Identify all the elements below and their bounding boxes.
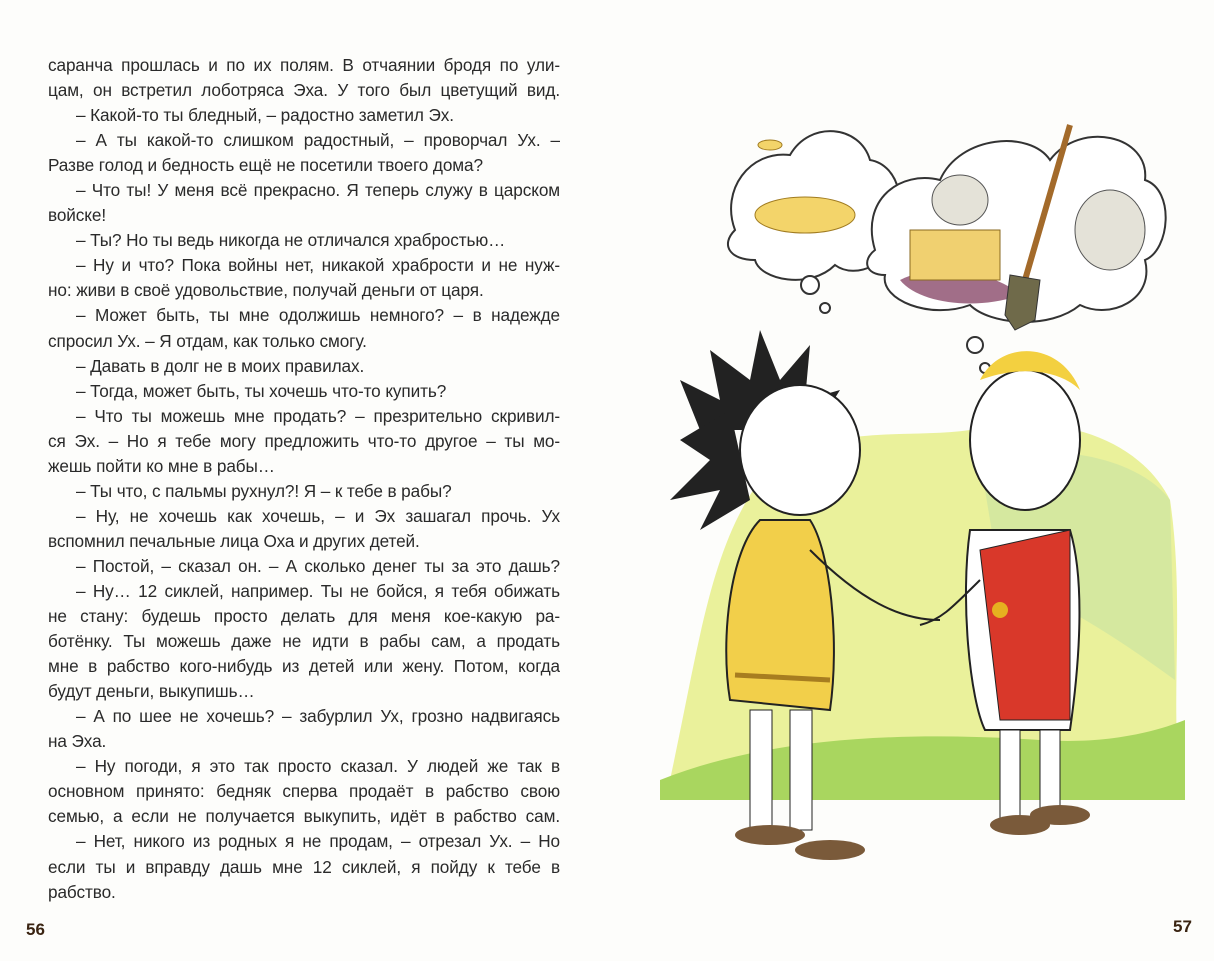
text-line: – Какой-то ты бледный, – радостно заметил Эх.	[76, 105, 454, 126]
large-thought-cloud	[867, 125, 1166, 373]
text-line: – Тогда, может быть, ты хочешь что-то купить?	[76, 380, 447, 401]
text-line: – Давать в долг не в моих правилах.	[76, 355, 365, 376]
text-line: – А ты какой-то слишком радостный, – проворчал Ух. –	[76, 130, 560, 151]
text-line: – Что ты можешь мне продать? – презрительно скривил-	[76, 405, 560, 426]
text-line: спросил Ух. – Я отдам, как только смогу.	[48, 330, 367, 351]
text-line: – Ну и что? Пока войны нет, никакой храбрости и не нуж-	[76, 255, 560, 276]
text-line: – Ну, не хочешь как хочешь, – и Эх зашагал прочь. Ух	[76, 505, 560, 526]
illustration	[640, 80, 1200, 900]
text-line: – Ты что, с пальмы рухнул?! Я – к тебе в рабы?	[76, 480, 452, 501]
text-line: мне в рабство кого-нибудь из детей или жену. Потом, когда	[48, 656, 560, 677]
text-line: не стану: будешь просто делать для меня кое-какую ра-	[48, 606, 560, 627]
text-line: если ты и вправду дашь мне 12 сиклей, я пойду к тебе в	[48, 856, 560, 877]
text-line: но: живи в своё удовольствие, получай деньги от царя.	[48, 280, 484, 301]
text-line: на Эха.	[48, 731, 107, 752]
left-page-text	[48, 53, 560, 905]
page-number-left: 56	[26, 920, 45, 939]
text-line: цам, он встретил лоботряса Эха. У того был цветущий вид.	[48, 80, 560, 101]
text-line: Разве голод и бедность ещё не посетили твоего дома?	[48, 155, 483, 176]
text-line: – А по шее не хочешь? – забурлил Ух, грозно надвигаясь	[76, 706, 560, 727]
page-number-right: 57	[1173, 917, 1192, 936]
text-line: – Что ты! У меня всё прекрасно. Я теперь служу в царском	[76, 180, 560, 201]
text-line: – Ну погоди, я это так просто сказал. У людей же так в	[76, 756, 560, 777]
text-line: – Постой, – сказал он. – А сколько денег ты за это дашь?	[76, 555, 560, 576]
text-line: основном принято: бедняк сперва продаёт в рабство свою	[48, 781, 560, 802]
text-line: войске!	[48, 205, 107, 226]
text-line: – Может быть, ты мне одолжишь немного? – в надежде	[76, 305, 560, 326]
text-line: саранча прошлась и по их полям. В отчаянии бродя по ули-	[48, 55, 560, 75]
text-line: будут деньги, выкупишь…	[48, 681, 255, 702]
text-line: ботёнку. Ты можешь даже не идти в рабы сам, а продать	[48, 631, 560, 652]
text-line: семью, а если не получается выкупить, идёт в рабство сам.	[48, 806, 560, 827]
text-line: – Ну… 12 сиклей, например. Ты не бойся, я тебя обижать	[76, 580, 560, 601]
text-line: жешь пойти ко мне в рабы…	[48, 455, 275, 476]
text-line: ся Эх. – Но я тебе могу предложить что-то другое – ты мо-	[48, 430, 560, 451]
text-line: вспомнил печальные лица Оха и других детей.	[48, 530, 420, 551]
text-line: – Ты? Но ты ведь никогда не отличался храбростью…	[76, 230, 506, 251]
text-line: – Нет, никого из родных я не продам, – отрезал Ух. – Но	[76, 831, 560, 852]
text-line: рабство.	[48, 881, 116, 902]
